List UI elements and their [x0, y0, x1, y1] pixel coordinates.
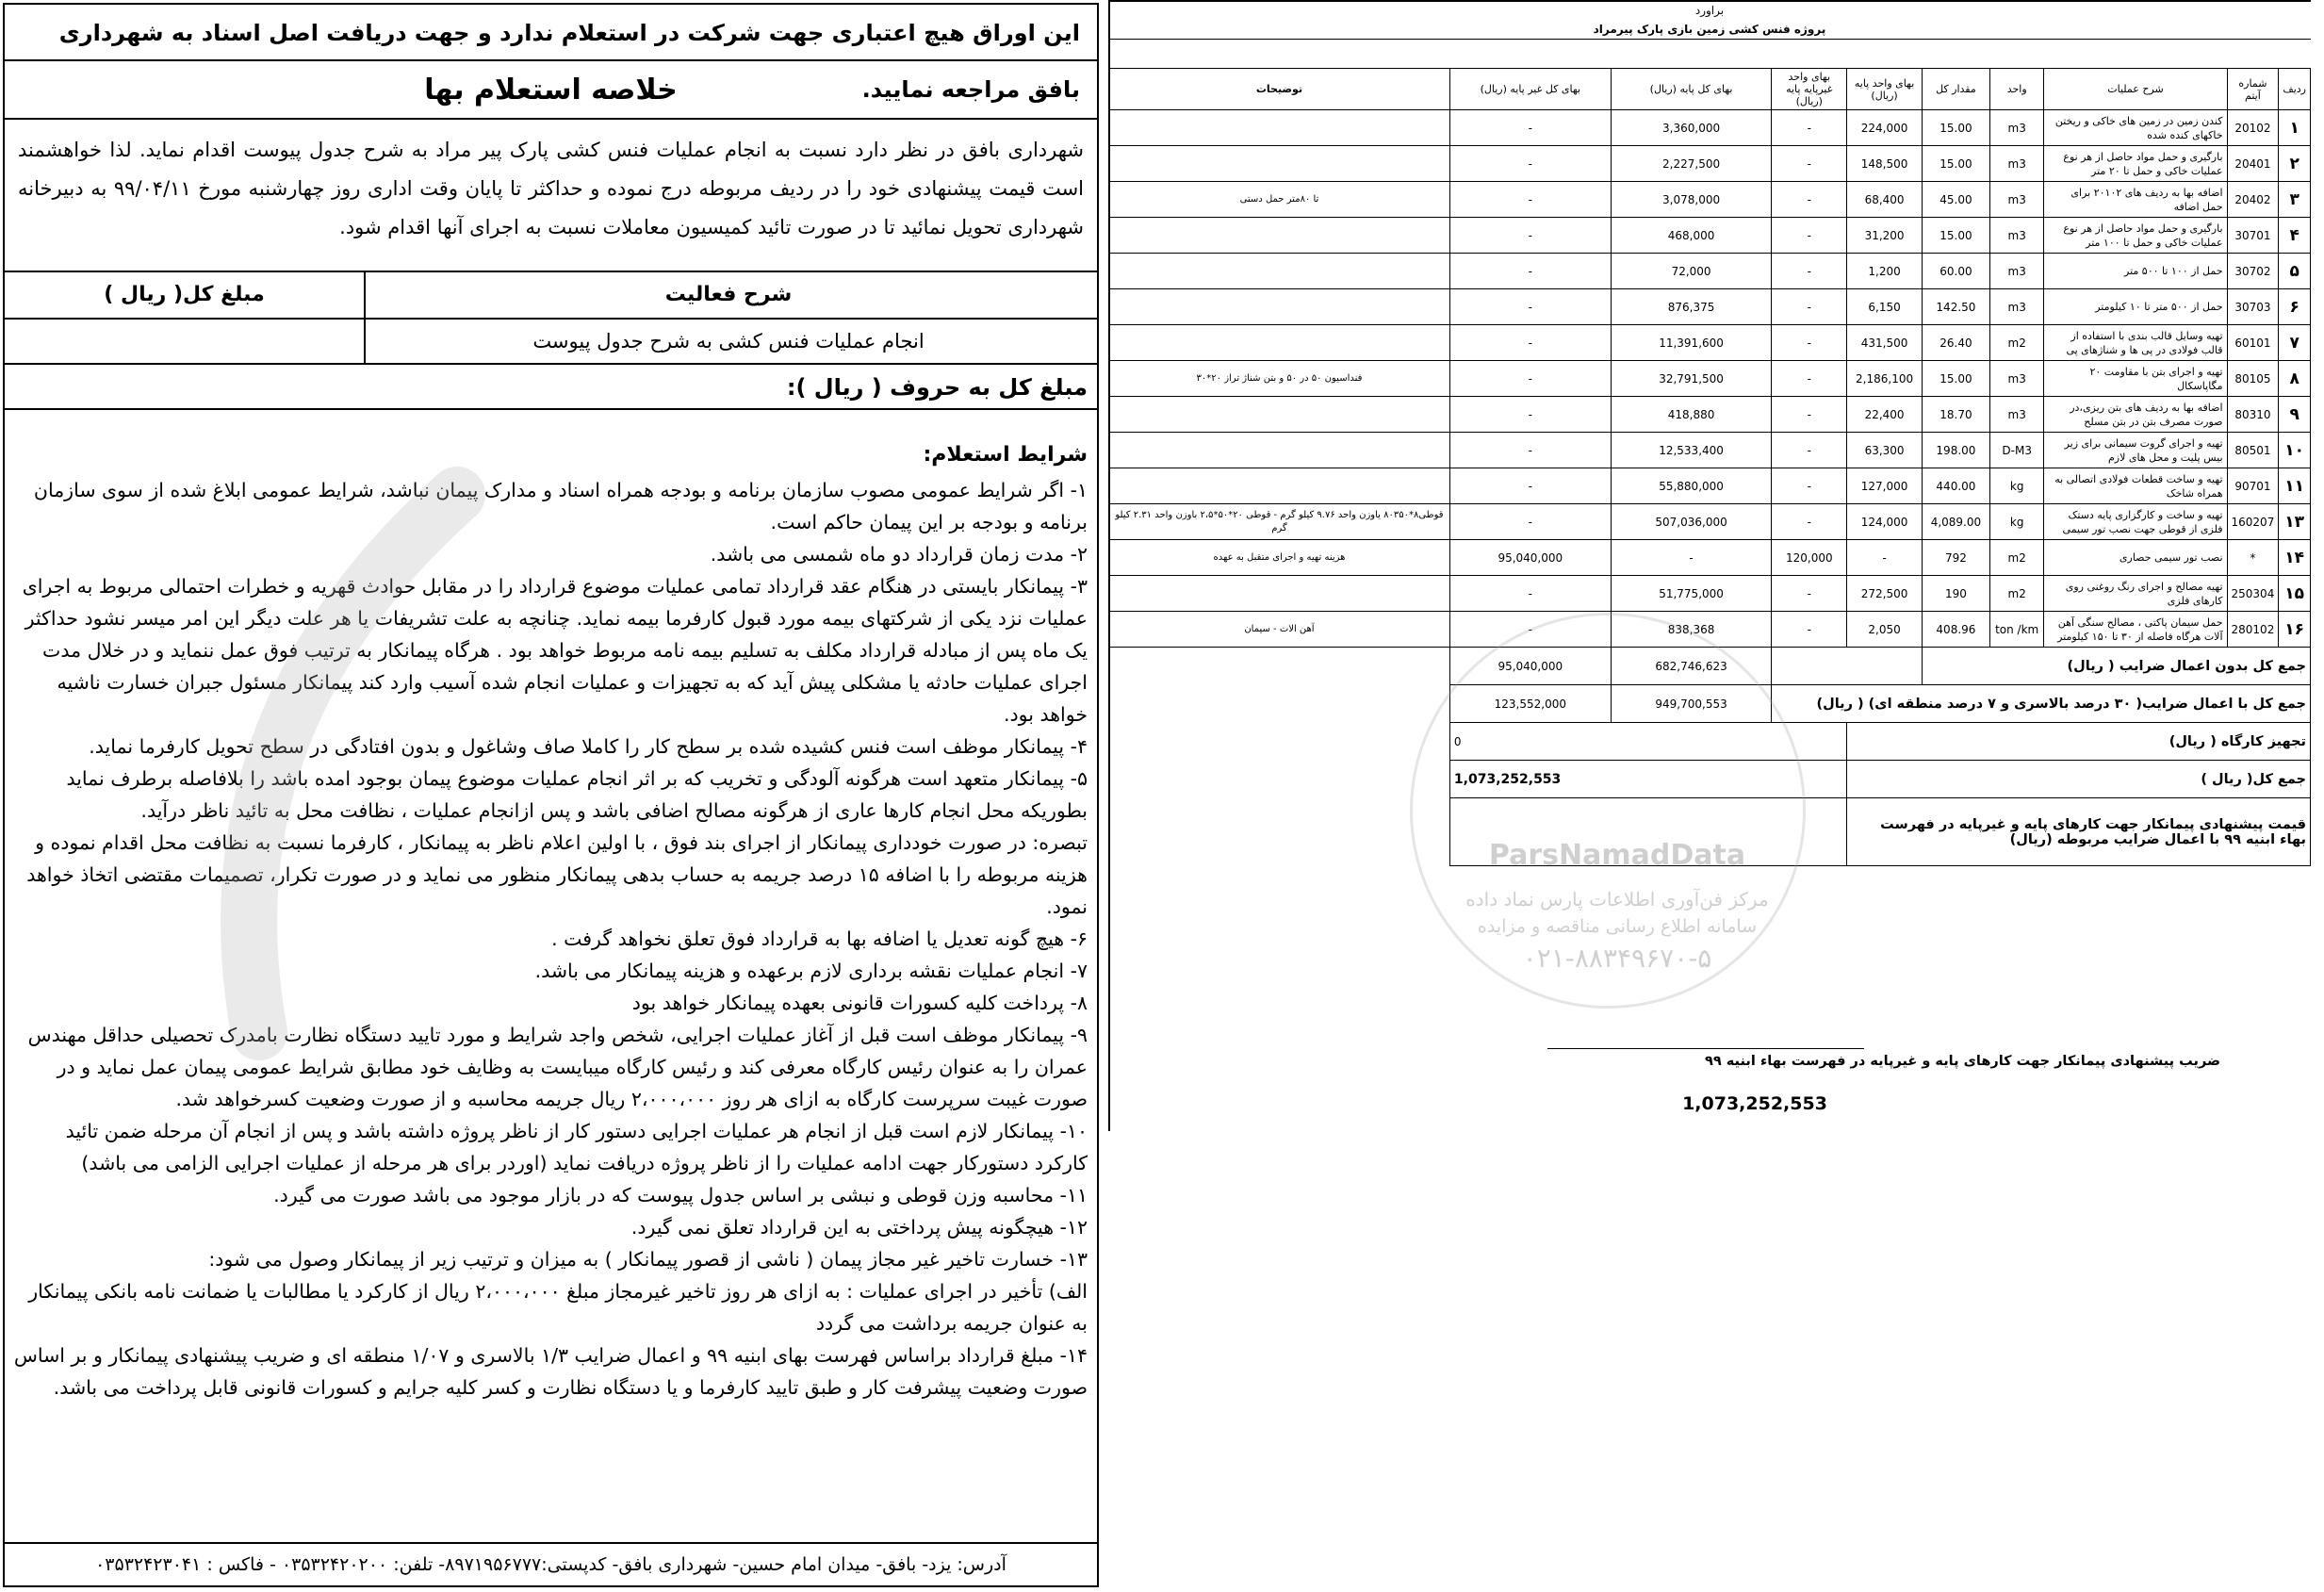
quantity-cell: 4,089.00 — [1923, 504, 1990, 540]
estimate-title-block — [1108, 0, 2311, 40]
unit-cell: m3 — [1989, 289, 2044, 325]
item-code-cell: 20401 — [2227, 146, 2279, 182]
row-number-cell: ۴ — [2279, 218, 2311, 254]
quantity-cell: 45.00 — [1923, 182, 1990, 218]
total-nonbase-cell: - — [1449, 576, 1611, 612]
notes-cell — [1109, 325, 1450, 361]
item-code-cell: 250304 — [2227, 576, 2279, 612]
notes-cell — [1109, 433, 1450, 468]
unit-base-cell: 6,150 — [1847, 289, 1923, 325]
condition-item: الف) تأخیر در اجرای عملیات : به ازای هر روز تاخیر غیرمجاز مبلغ ۲،۰۰۰،۰۰۰ ریال از کارکرد یا مطالبات یا ضمانت نامه بانکی پیمانکار به عنوان جریمه برداشت می گردد — [28, 1280, 1088, 1335]
total-nonbase-cell: - — [1449, 218, 1611, 254]
amount-value-cell — [5, 320, 364, 363]
condition-item: ۲- مدت زمان قرارداد دو ماه شمسی می باشد. — [710, 543, 1088, 566]
estimate-document — [1108, 0, 2324, 1592]
unit-nonbase-cell: - — [1772, 289, 1847, 325]
description-cell: حمل از ۵۰۰ متر تا ۱۰ کیلومتر — [2044, 289, 2227, 325]
unit-nonbase-cell: 120,000 — [1772, 540, 1847, 576]
stamp-watermark-arc — [146, 419, 806, 1079]
description-cell: نصب تور سیمی حصاری — [2044, 540, 2227, 576]
item-code-cell: 90701 — [2227, 468, 2279, 504]
item-code-cell: 80105 — [2227, 361, 2279, 397]
table-header-row — [1109, 69, 2311, 110]
footer-address: آدرس: یزد- بافق- میدان امام حسین- شهرداری بافق- کدپستی:۸۹۷۱۹۵۶۷۷۷- تلفن: ۰۳۵۳۲۴۲۰۲۰۰ - فاکس : ۰۳۵۳۲۴۲۳۰۴۱ — [5, 1542, 1097, 1585]
condition-item: ۱- اگر شرایط عمومی مصوب سازمان برنامه و بودجه همراه اسناد و مدارک پیمان نباشد، شرایط عمومی ابلاغ شده از سوی سازمان برنامه و بودجه بر این پیمان حاکم است. — [33, 479, 1088, 533]
quantity-cell: 198.00 — [1923, 433, 1990, 468]
total-base-cell: 468,000 — [1611, 218, 1772, 254]
quantity-cell: 60.00 — [1923, 254, 1990, 289]
table-row — [1109, 182, 2311, 218]
unit-base-cell: 431,500 — [1847, 325, 1923, 361]
col-total-nonbase: بهای کل غیر پایه (ریال) — [1449, 69, 1611, 110]
condition-item: ۱۲- هیچگونه پیش پرداختی به این قرارداد تعلق نمی گیرد. — [630, 1216, 1088, 1239]
unit-base-cell: 224,000 — [1847, 110, 1923, 146]
total-nonbase-cell: - — [1449, 361, 1611, 397]
table-row — [1109, 325, 2311, 361]
unit-base-cell: 124,000 — [1847, 504, 1923, 540]
description-cell: تهیه و ساخت قطعات فولادی اتصالی به همراه شاخک — [2044, 468, 2227, 504]
quantity-cell: 792 — [1923, 540, 1990, 576]
coef-value: 1,073,252,553 — [1682, 1093, 1827, 1114]
total-base-cell: 51,775,000 — [1611, 576, 1772, 612]
item-code-cell: 60101 — [2227, 325, 2279, 361]
unit-base-cell: - — [1847, 540, 1923, 576]
item-code-cell: 20402 — [2227, 182, 2279, 218]
unit-cell: kg — [1989, 468, 2044, 504]
unit-nonbase-cell: - — [1772, 182, 1847, 218]
unit-base-cell: 2,186,100 — [1847, 361, 1923, 397]
unit-base-cell: 22,400 — [1847, 397, 1923, 433]
table-row — [1109, 254, 2311, 289]
total-base-cell: 32,791,500 — [1611, 361, 1772, 397]
unit-nonbase-cell: - — [1772, 325, 1847, 361]
row-number-cell: ۹ — [2279, 397, 2311, 433]
notes-cell — [1109, 468, 1450, 504]
notes-cell — [1109, 254, 1450, 289]
condition-item: ۱۳- خسارت تاخیر غیر مجاز پیمان ( ناشی از قصور پیمانکار ) به میزان و ترتیب زیر از پیمانکار وصول می شود: — [208, 1248, 1088, 1271]
unit-cell: m3 — [1989, 361, 2044, 397]
unit-nonbase-cell: - — [1772, 433, 1847, 468]
quantity-cell: 15.00 — [1923, 218, 1990, 254]
unit-cell: ton /km — [1989, 612, 2044, 648]
unit-nonbase-cell: - — [1772, 576, 1847, 612]
quantity-cell: 440.00 — [1923, 468, 1990, 504]
item-code-cell: 280102 — [2227, 612, 2279, 648]
notes-cell — [1109, 218, 1450, 254]
description-cell: اضافه بها به ردیف های ۲۰۱۰۲ برای حمل اضافه — [2044, 182, 2227, 218]
project-title: پروژه فنس کشی زمین بازی پارک پیرمراد — [1593, 23, 1826, 36]
watermark-line-3: سامانه اطلاع رسانی مناقصه و مزایده — [1477, 916, 1758, 937]
table-row — [1109, 540, 2311, 576]
workshop-label: تجهیز کارگاه ( ریال) — [1847, 723, 2311, 761]
col-unit-nonbase: بهای واحد غیرپایه پایه (ریال) — [1772, 69, 1847, 110]
sum-no-tax-base: 682,746,623 — [1611, 648, 1772, 685]
condition-item: ۱۴- مبلغ قرارداد براساس فهرست بهای ابنیه ۹۹ و اعمال ضرایب ۱/۳ بالاسری و ۱/۰۷ منطقه ای و ضریب پیشنهادی پیمانکار و بر اساس صورت وضعیت پیشرفت کار و طبق تایید کارفرما و یا دستگاه نظارت و کسر کلیه جرایم و کسورات قانونی قابل پرداخت می باشد. — [13, 1344, 1088, 1399]
activity-table-header — [5, 272, 1097, 320]
description-cell: تهیه و ساخت و کارگزاری پایه دستک فلزی از قوطی جهت نصب تور سیمی — [2044, 504, 2227, 540]
description-cell: اضافه بها به ردیف های بتن ریزی،در صورت مصرف بتن در بتن مسلح — [2044, 397, 2227, 433]
unit-base-cell: 148,500 — [1847, 146, 1923, 182]
item-code-cell: 160207 — [2227, 504, 2279, 540]
coef-label: ضریب پیشنهادی پیمانکار جهت کارهای پایه و غیرپایه در فهرست بهاء ابنیه ۹۹ — [1705, 1054, 2220, 1069]
total-base-cell: 55,880,000 — [1611, 468, 1772, 504]
condition-item: ۸- پرداخت کلیه کسورات قانونی بعهده پیمانکار خواهد بود — [631, 992, 1088, 1014]
intro-paragraph: شهرداری بافق در نظر دارد نسبت به انجام عملیات فنس کشی پارک پیر مراد به شرح جدول پیوست اقدام نماید. لذا خواهشمند است قیمت پیشنهادی خود را در ردیف مربوطه درج نموده و حداکثر تا پایان وقت اداری روز چهارشنبه مورخ ۹۹/۰۴/۱۱ به دبیرخانه شهرداری تحویل نمائید تا در صورت تائید کمیسیون معاملات نسبت به اجرای آنها اقدام شود. — [5, 120, 1097, 272]
notes-cell — [1109, 289, 1450, 325]
total-nonbase-cell: - — [1449, 110, 1611, 146]
row-number-cell: ۲ — [2279, 146, 2311, 182]
description-cell: تهیه وسایل قالب بندی با استفاده از قالب فولادی در پی ها و شناژهای پی — [2044, 325, 2227, 361]
table-row — [1109, 468, 2311, 504]
total-base-cell: 418,880 — [1611, 397, 1772, 433]
total-base-cell: 2,227,500 — [1611, 146, 1772, 182]
condition-item: ۱۱- محاسبه وزن قوطی و نبشی بر اساس جدول پیوست که در بازار موجود می باشد صورت می گیرد. — [273, 1184, 1088, 1206]
total-nonbase-cell: - — [1449, 146, 1611, 182]
total-base-cell: 507,036,000 — [1611, 504, 1772, 540]
workshop-value: 0 — [1449, 723, 1846, 761]
item-code-cell: 80310 — [2227, 397, 2279, 433]
condition-note: تبصره: در صورت خودداری پیمانکار از اجرای بند فوق ، با اولین اعلام ناظر به پیمانکار ، کارفرما نسبت به نظافت محل اقدام نموده و هزینه مربوطه را با اضافه ۱۵ درصد جریمه به حساب بدهی پیمانکار منظور می نماید و در صورت تکرار، تصمیمات مقتضی اتخاذ خواهد نمود. — [26, 831, 1088, 918]
unit-nonbase-cell: - — [1772, 110, 1847, 146]
estimate-table-body — [1109, 110, 2311, 648]
total-nonbase-cell: - — [1449, 182, 1611, 218]
total-nonbase-cell: 95,040,000 — [1449, 540, 1611, 576]
grand-total-label: جمع کل( ریال ) — [1847, 761, 2311, 798]
quantity-cell: 190 — [1923, 576, 1990, 612]
col-code: شماره آیتم — [2227, 69, 2279, 110]
table-row — [1109, 397, 2311, 433]
row-number-cell: ۵ — [2279, 254, 2311, 289]
col-desc: شرح عملیات — [2044, 69, 2227, 110]
unit-cell: m2 — [1989, 540, 2044, 576]
unit-cell: m3 — [1989, 218, 2044, 254]
col-notes: توضیحات — [1109, 69, 1450, 110]
total-base-cell: 3,360,000 — [1611, 110, 1772, 146]
unit-base-cell: 1,200 — [1847, 254, 1923, 289]
notes-cell — [1109, 397, 1450, 433]
unit-nonbase-cell: - — [1772, 218, 1847, 254]
unit-base-cell: 272,500 — [1847, 576, 1923, 612]
activity-table-row — [5, 320, 1097, 365]
total-base-cell: 72,000 — [1611, 254, 1772, 289]
unit-nonbase-cell: - — [1772, 397, 1847, 433]
notes-cell: هزینه تهیه و اجرای متقبل به عهده — [1109, 540, 1450, 576]
unit-nonbase-cell: - — [1772, 146, 1847, 182]
sum-no-tax-nonbase: 95,040,000 — [1449, 648, 1611, 685]
unit-nonbase-cell: - — [1772, 254, 1847, 289]
unit-base-cell: 2,050 — [1847, 612, 1923, 648]
grand-total-value: 1,073,252,553 — [1449, 761, 1846, 798]
description-cell: تهیه و اجرای بتن با مقاومت ۲۰ مگاپاسکال — [2044, 361, 2227, 397]
description-cell: بارگیری و حمل مواد حاصل از هر نوع عملیات خاکی و حمل تا ۱۰۰ متر — [2044, 218, 2227, 254]
table-row — [1109, 110, 2311, 146]
total-base-cell: 12,533,400 — [1611, 433, 1772, 468]
notes-cell: آهن الات - سیمان — [1109, 612, 1450, 648]
row-number-cell: ۸ — [2279, 361, 2311, 397]
document-frame — [3, 3, 1099, 1587]
description-cell: حمل سیمان پاکتی ، مصالح سنگی آهن آلات هرگاه فاصله از ۳۰ تا ۱۵۰ کیلومتر — [2044, 612, 2227, 648]
condition-item: ۷- انجام عملیات نقشه برداری لازم برعهده و هزینه پیمانکار می باشد. — [534, 960, 1088, 982]
row-number-cell: ۱۶ — [2279, 612, 2311, 648]
quantity-cell: 26.40 — [1923, 325, 1990, 361]
row-number-cell: ۶ — [2279, 289, 2311, 325]
activity-value-cell: انجام عملیات فنس کشی به شرح جدول پیوست — [532, 330, 925, 353]
unit-nonbase-cell: - — [1772, 468, 1847, 504]
col-unit-base: بهای واحد پایه (ریال) — [1847, 69, 1923, 110]
total-base-cell: - — [1611, 540, 1772, 576]
table-row — [1109, 433, 2311, 468]
unit-cell: kg — [1989, 504, 2044, 540]
row-number-cell: ۷ — [2279, 325, 2311, 361]
notes-cell: تا ۸۰متر حمل دستی — [1109, 182, 1450, 218]
total-base-cell: 838,368 — [1611, 612, 1772, 648]
description-cell: کندن زمین در زمین های خاکی و ریختن خاکهای کنده شده — [2044, 110, 2227, 146]
table-divider — [364, 272, 366, 318]
unit-cell: m2 — [1989, 325, 2044, 361]
row-number-cell: ۱۱ — [2279, 468, 2311, 504]
notes-cell: فنداسیون ۵۰ در ۵۰ و بتن شناژ تراز ۲۰*۳۰ — [1109, 361, 1450, 397]
table-row — [1109, 289, 2311, 325]
sum-tax-nonbase: 123,552,000 — [1449, 685, 1611, 723]
unit-nonbase-cell: - — [1772, 361, 1847, 397]
unit-base-cell: 63,300 — [1847, 433, 1923, 468]
total-nonbase-cell: - — [1449, 433, 1611, 468]
total-nonbase-cell: - — [1449, 504, 1611, 540]
inquiry-summary-document — [0, 0, 1103, 1592]
unit-nonbase-cell: - — [1772, 612, 1847, 648]
table-row — [1109, 576, 2311, 612]
description-cell: تهیه و اجرای گروت سیمانی برای زیر بیس پلیت و محل های لازم — [2044, 433, 2227, 468]
item-code-cell: 30701 — [2227, 218, 2279, 254]
watermark-phone: ۰۲۱-۸۸۳۴۹۶۷۰-۵ — [1522, 943, 1712, 974]
amount-in-words-label: مبلغ کل به حروف ( ریال ): — [5, 365, 1097, 410]
unit-base-cell: 127,000 — [1847, 468, 1923, 504]
table-divider — [364, 320, 366, 363]
col-total-base: بهای کل پایه (ریال) — [1611, 69, 1772, 110]
quantity-cell: 18.70 — [1923, 397, 1990, 433]
unit-cell: m3 — [1989, 254, 2044, 289]
notice-text: این اوراق هیچ اعتباری جهت شرکت در استعلام ندارد و جهت دریافت اصل اسناد به شهرداری بافق مراجعه نمایید. — [5, 5, 1097, 61]
total-nonbase-cell: - — [1449, 397, 1611, 433]
unit-cell: m3 — [1989, 110, 2044, 146]
condition-item: ۱۰- پیمانکار لازم است قبل از انجام هر عملیات اجرایی دستور کار از ناظر پروژه داشته باشد و پس از انجام آن مرحله ضمن تائید کارکرد دستورکار جهت ادامه عملیات را از ناظر پروژه دریافت نماید (اوردر برای هر مرحله از عملیات اجرایی الزامی می باشد) — [65, 1120, 1088, 1174]
table-row — [1109, 361, 2311, 397]
quantity-cell: 15.00 — [1923, 110, 1990, 146]
total-base-cell: 876,375 — [1611, 289, 1772, 325]
proposal-label: قیمت پیشنهادی پیمانکار جهت کارهای پایه و غیرپایه در فهرست بهاء ابنیه ۹۹ با اعمال ضرایب مربوطه (ریال) — [1847, 798, 2311, 866]
unit-cell: m3 — [1989, 182, 2044, 218]
sum-tax-label: جمع کل با اعمال ضرایب( ۳۰ درصد بالاسری و ۷ درصد منطقه ای) ( ریال) — [1772, 685, 2311, 723]
row-number-cell: ۱۰ — [2279, 433, 2311, 468]
unit-base-cell: 68,400 — [1847, 182, 1923, 218]
notes-cell — [1109, 110, 1450, 146]
condition-item: ۹- پیمانکار موظف است قبل از آغاز عملیات اجرایی، شخص واجد شرایط و مورد تایید دستگاه نظارت بامدرک تحصیلی حداقل مهندس عمران را به عنوان رئیس کارگاه معرفی کند و رئیس کارگاه میبایست به وظایف خود مطابق شرایط عمومی پیمان عمل نماید و در صورت غیبت سرپرست کارگاه به ازای هر روز ۲،۰۰۰،۰۰۰ ریال جریمه محاسبه و از صورت وضعیت کسرخواهد شد. — [27, 1024, 1088, 1110]
total-nonbase-cell: - — [1449, 289, 1611, 325]
item-code-cell: 30702 — [2227, 254, 2279, 289]
total-base-cell: 3,078,000 — [1611, 182, 1772, 218]
row-number-cell: ۱۵ — [2279, 576, 2311, 612]
unit-cell: m3 — [1989, 397, 2044, 433]
quantity-cell: 408.96 — [1923, 612, 1990, 648]
unit-nonbase-cell: - — [1772, 504, 1847, 540]
amount-header-cell: مبلغ کل( ریال ) — [104, 283, 265, 306]
row-number-cell: ۱ — [2279, 110, 2311, 146]
total-nonbase-cell: - — [1449, 612, 1611, 648]
quantity-cell: 15.00 — [1923, 146, 1990, 182]
row-number-cell: ۱۴ — [2279, 540, 2311, 576]
total-nonbase-cell: - — [1449, 325, 1611, 361]
condition-item: ۳- پیمانکار بایستی در هنگام عقد قرارداد تمامی عملیات موضوع قرارداد را در مقابل حوادث قهریه و خطرات احتمالی مربوط به اجرای عملیات نزد یکی از شرکتهای بیمه مورد قبول کارفرما بیمه نماید. چنانچه به علت تشریفات یا هر علت دیگر این امر میسر نشود حداکثر یک ماه پس از مبادله قرارداد مکلف به تسلیم بیمه نامه مربوط خواهد بود . هرگاه پیمانکار به ترتیب فوق عمل ننماید و در خلال مدت اجرای عملیات حادثه یا مشکلی پیش آید که به تجهیزات و عملیات انجام شده آسیب وارد کند پیمانکار مسئول جبران خسارت ناشیه خواهد بود. — [22, 575, 1088, 726]
notes-cell — [1109, 576, 1450, 612]
condition-item: ۶- هیچ گونه تعدیل یا اضافه بها به قرارداد فوق تعلق نخواهد گرفت . — [551, 927, 1088, 950]
condition-item: ۵- پیمانکار متعهد است هرگونه آلودگی و تخریب که بر اثر انجام عملیات موضوع پیمان بوجود امده باشد را بلافاصله برطرف نماید بطوریکه محل انجام کارها عاری از هرگونه مصالح اضافی باشد و پس ازانجام عملیات ، نظافت محل به تائید ناظر درآید. — [66, 767, 1088, 822]
total-nonbase-cell: - — [1449, 468, 1611, 504]
unit-base-cell: 31,200 — [1847, 218, 1923, 254]
description-cell: تهیه مصالح و اجرای رنگ روغنی روی کارهای فلزی — [2044, 576, 2227, 612]
coef-rule — [1547, 1048, 1864, 1049]
sum-no-tax-label: جمع کل بدون اعمال ضرایب ( ریال) — [1923, 648, 2311, 685]
item-code-cell: 80501 — [2227, 433, 2279, 468]
table-row — [1109, 218, 2311, 254]
activity-header-cell: شرح فعالیت — [664, 283, 793, 306]
total-nonbase-cell: - — [1449, 254, 1611, 289]
unit-cell: m3 — [1989, 146, 2044, 182]
row-number-cell: ۱۳ — [2279, 504, 2311, 540]
table-row — [1109, 504, 2311, 540]
description-cell: حمل از ۱۰۰ تا ۵۰۰ متر — [2044, 254, 2227, 289]
item-code-cell: 20102 — [2227, 110, 2279, 146]
col-unit: واحد — [1989, 69, 2044, 110]
unit-cell: D-M3 — [1989, 433, 2044, 468]
col-qty: مقدار کل — [1923, 69, 1990, 110]
col-row: ردیف — [2279, 69, 2311, 110]
item-code-cell: * — [2227, 540, 2279, 576]
watermark-line-2: مرکز فن‌آوری اطلاعات پارس نماد داده — [1465, 888, 1769, 911]
item-code-cell: 30703 — [2227, 289, 2279, 325]
notes-cell — [1109, 146, 1450, 182]
quantity-cell: 142.50 — [1923, 289, 1990, 325]
page-title: خلاصه استعلام بها — [5, 61, 1097, 120]
quantity-cell: 15.00 — [1923, 361, 1990, 397]
sum-tax-base: 949,700,553 — [1611, 685, 1772, 723]
table-row — [1109, 146, 2311, 182]
watermark-brand: ParsNamadData — [1488, 839, 1746, 872]
total-base-cell: 11,391,600 — [1611, 325, 1772, 361]
unit-cell: m2 — [1989, 576, 2044, 612]
row-number-cell: ۳ — [2279, 182, 2311, 218]
notes-cell: قوطی۸*۸۰۳۵۰ یاوزن واحد ۹.۷۶ کیلو گرم - قوطی ۲۰*۵۰*۲،۵ باوزن واحد ۲.۳۱ کیلو گرم — [1109, 504, 1450, 540]
description-cell: بارگیری و حمل مواد حاصل از هر نوع عملیات خاکی و حمل تا ۲۰ متر — [2044, 146, 2227, 182]
conditions-title: شرایط استعلام: — [923, 443, 1088, 467]
estimate-title: براورد — [1694, 4, 1725, 17]
condition-item: ۴- پیمانکار موظف است فنس کشیده شده بر سطح کار را کاملا صاف وشاغول و بدون افتادگی در سطح تحویل کارفرما نماید. — [89, 735, 1088, 758]
